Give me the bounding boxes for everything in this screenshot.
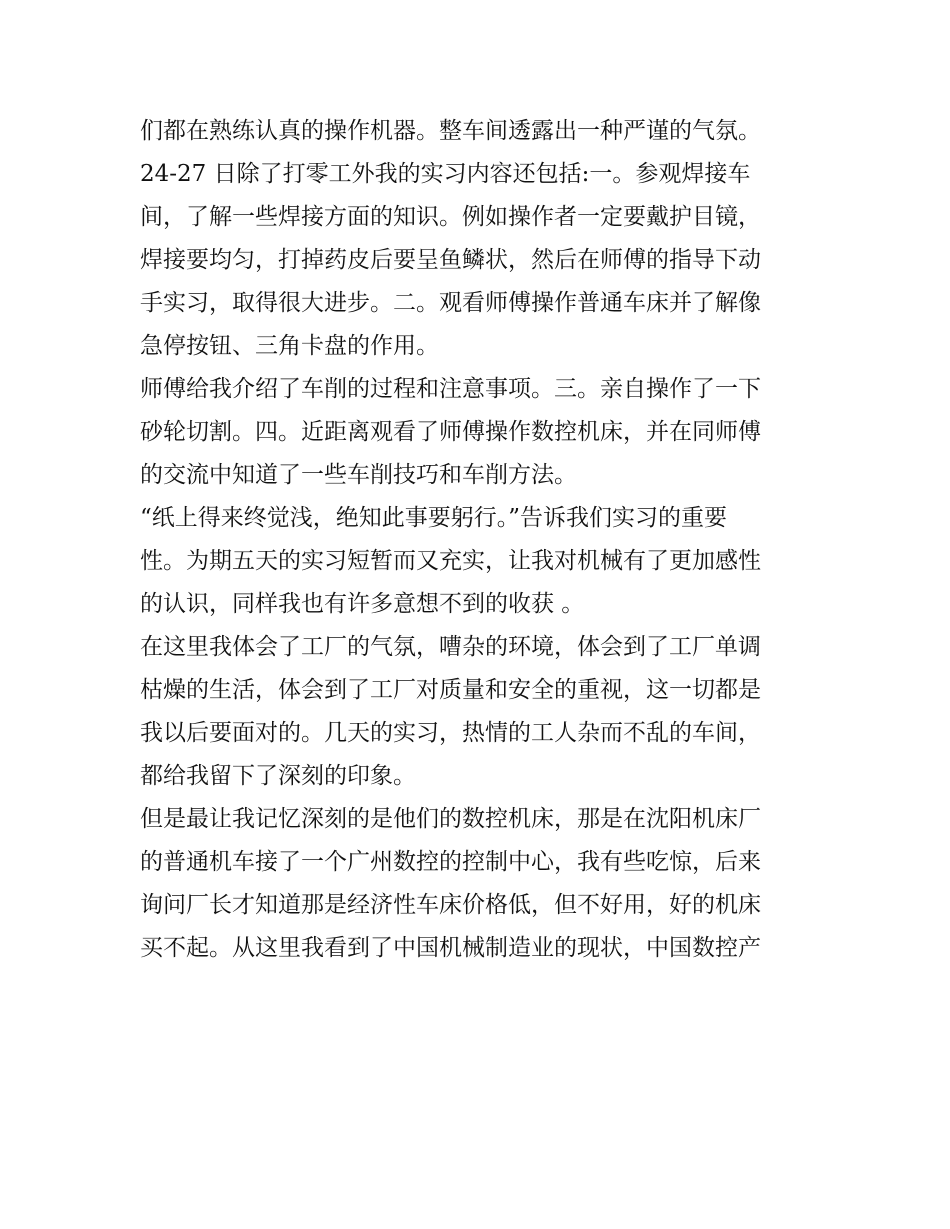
- text-line: 性。为期五天的实习短暂而又充实，让我对机械有了更加感性: [140, 548, 761, 574]
- text-line: 的交流中知道了一些车削技巧和车削方法。: [140, 462, 577, 488]
- text-line: 但是最让我记忆深刻的是他们的数控机床，那是在沈阳机床厂: [140, 806, 761, 832]
- text-line: 都给我留下了深刻的印象。: [140, 763, 416, 789]
- text-line: 我以后要面对的。几天的实习，热情的工人杂而不乱的车间，: [140, 720, 761, 746]
- document-body: [140, 110, 820, 970]
- text-line: 在这里我体会了工厂的气氛，嘈杂的环境，体会到了工厂单调: [140, 634, 761, 660]
- text-line: 枯燥的生活，体会到了工厂对质量和安全的重视，这一切都是: [140, 677, 761, 703]
- text-line: 间，了解一些焊接方面的知识。例如操作者一定要戴护目镜，: [140, 204, 761, 230]
- text-line: 急停按钮、三角卡盘的作用。: [140, 333, 439, 359]
- text-line: 买不起。从这里我看到了中国机械制造业的现状，中国数控产: [140, 935, 761, 961]
- text-line: 师傅给我介绍了车削的过程和注意事项。三。亲自操作了一下: [140, 376, 761, 402]
- text-line: 24-27 日除了打零工外我的实习内容还包括:一。参观焊接车: [140, 161, 751, 187]
- text-line: 们都在熟练认真的操作机器。整车间透露出一种严谨的气氛。: [140, 118, 761, 144]
- text-line: 的认识，同样我也有许多意想不到的收获 。: [140, 591, 585, 617]
- text-line: 手实习，取得很大进步。二。观看师傅操作普通车床并了解像: [140, 290, 761, 316]
- text-line: “纸上得来终觉浅，绝知此事要躬行。”告诉我们实习的重要: [140, 505, 728, 531]
- text-line: 砂轮切割。四。近距离观看了师傅操作数控机床，并在同师傅: [140, 419, 761, 445]
- text-line: 焊接要均匀，打掉药皮后要呈鱼鳞状，然后在师傅的指导下动: [140, 247, 761, 273]
- text-line: 的普通机车接了一个广州数控的控制中心，我有些吃惊，后来: [140, 849, 761, 875]
- text-line: 询问厂长才知道那是经济性车床价格低，但不好用，好的机床: [140, 892, 761, 918]
